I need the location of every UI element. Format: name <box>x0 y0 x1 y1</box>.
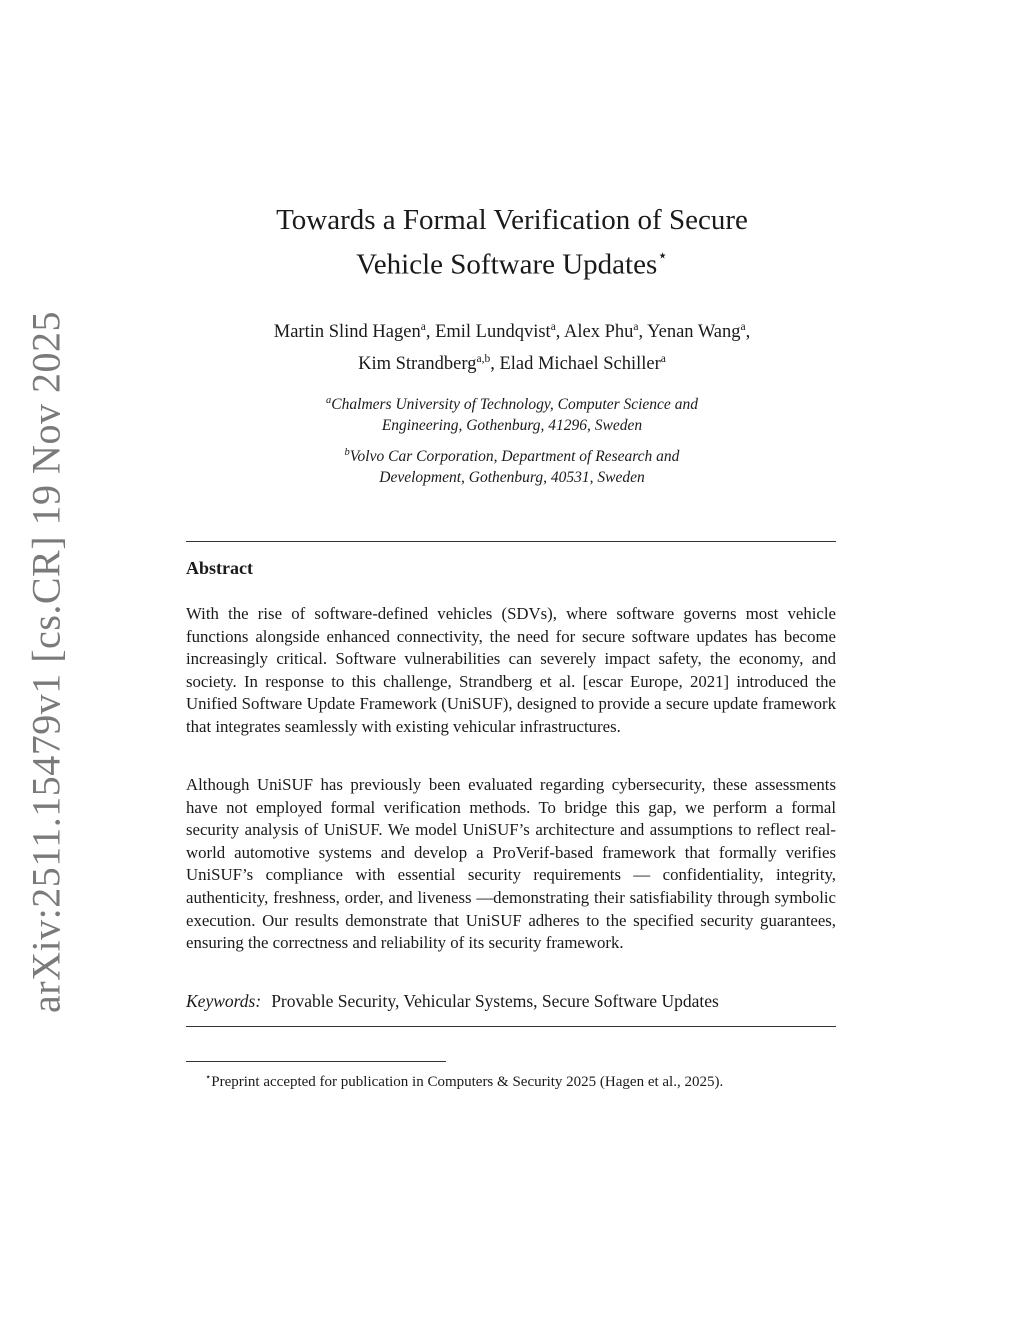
author-affiliation-mark: a <box>660 353 666 366</box>
abstract-bottom-rule <box>186 1026 836 1027</box>
affiliation-a-line-2: Engineering, Gothenburg, 41296, Sweden <box>381 417 643 435</box>
affiliation-mark: b <box>344 447 350 458</box>
affiliation-b-line-2: Development, Gothenburg, 40531, Sweden <box>379 469 645 487</box>
keywords-label: Keywords: <box>186 991 262 1011</box>
title-line-2 <box>0 239 1024 284</box>
abstract-paragraph-1: With the rise of software-defined vehicles (SDVs), where software governs most vehicle functions alongside enhanced connectivity, the need for secure software updates has become increasingly critical. Software vulnerabilities can severely impact safety, the economy, and society. In response to this challenge, Strandberg et al. [escar Europe, 2021] introduced the Unified Software Update Framework (UniSUF), designed to provide a secure update framework that integrates seamlessly with existing vehicular infrastructures. <box>186 604 836 736</box>
title-footnote-mark: ⋆ <box>657 246 668 265</box>
author-affiliation-mark: a <box>550 321 556 333</box>
author-name: Kim Strandberg <box>358 354 477 375</box>
affiliation-a-line-1 <box>0 390 1024 415</box>
author-affiliation-mark: a <box>633 321 639 333</box>
author-list <box>0 314 1024 378</box>
arxiv-side-identifier: arXiv:2511.15479v1 [cs.CR] 19 Nov 2025 <box>23 311 69 1013</box>
affiliation-b-line-1 <box>0 442 1024 467</box>
affiliation-text: Chalmers University of Technology, Computer Science and <box>331 396 698 414</box>
author-line-2: Kim Strandberg$^{a,b}$, Elad Michael Schiller$^a$ <box>358 353 666 375</box>
abstract-heading: Abstract <box>186 558 253 578</box>
author-name: Elad Michael Schiller <box>499 354 661 375</box>
author-affiliation-mark: a <box>420 321 426 333</box>
author-line-1: Martin Slind Hagen$^a$, Emil Lundqvist$^a$, Alex Phu$^a$, Yenan Wang$^a$, <box>273 321 751 343</box>
footnote-mark: ⋆ <box>205 1072 212 1083</box>
affiliation-text: Volvo Car Corporation, Department of Research and <box>349 448 680 466</box>
footnote-rule <box>186 1061 446 1062</box>
affiliation-mark: a <box>326 395 332 406</box>
author-affiliation-mark: a,b <box>476 353 491 366</box>
author-name: Alex Phu <box>564 322 634 343</box>
affiliation-a <box>0 390 1024 436</box>
paper-title <box>0 201 1024 284</box>
affiliation-b <box>0 442 1024 488</box>
author-name: Emil Lundqvist <box>435 322 551 343</box>
title-line-2-text: Vehicle Software Updates <box>356 248 658 281</box>
author-affiliation-mark: a <box>740 321 746 333</box>
author-name: Martin Slind Hagen <box>273 322 421 343</box>
abstract-paragraph-2: Although UniSUF has previously been evaluated regarding cybersecurity, these assessments have not employed formal verification methods. To bridge this gap, we perform a formal security analysis of UniSUF. We model UniSUF’s architecture and assumptions to reflect real-world automotive systems and develop a ProVerif-based framework that formally verifies UniSUF’s compliance with essential security requirements — confidentiality, integrity, authenticity, freshness, order, and liveness —demonstrating their satisfiability through symbolic execution. Our results demonstrate that UniSUF adheres to the specified security guarantees, ensuring the correctness and reliability of its security framework. <box>186 775 836 953</box>
keywords <box>186 989 836 1013</box>
author-name: Yenan Wang <box>647 322 741 343</box>
title-line-1: Towards a Formal Verification of Secure <box>276 204 748 236</box>
abstract-top-rule <box>186 541 836 542</box>
footnote <box>205 1068 723 1092</box>
footnote-text: Preprint accepted for publication in Computers & Security 2025 (Hagen et al., 2025). <box>211 1074 724 1090</box>
keywords-text: Provable Security, Vehicular Systems, Secure Software Updates <box>271 991 719 1011</box>
